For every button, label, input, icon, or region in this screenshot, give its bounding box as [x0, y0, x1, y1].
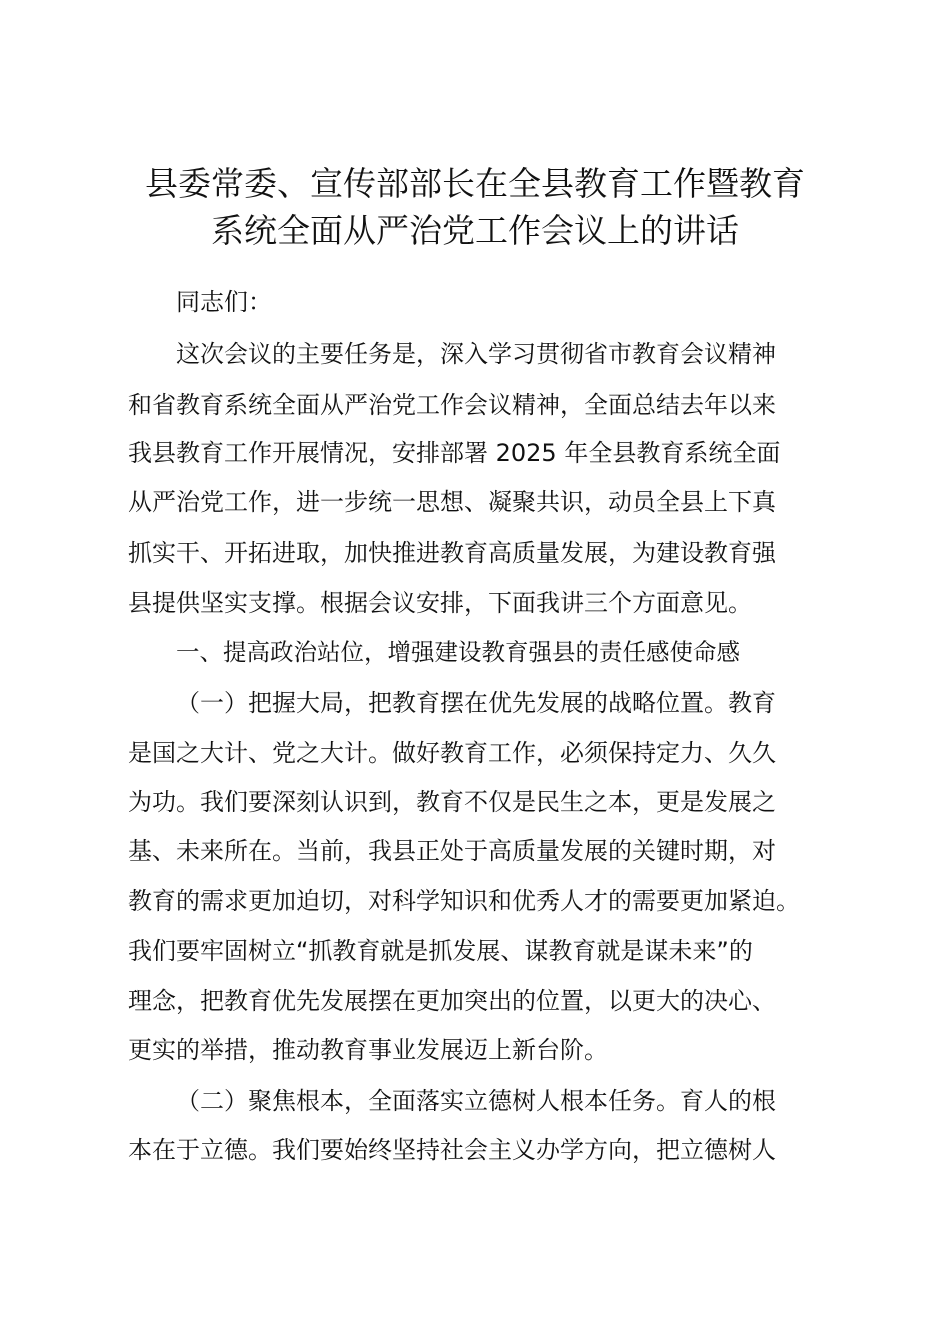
paragraph-3-line: 本在于立德。我们要始终坚持社会主义办学方向，把立德树人 — [128, 1136, 776, 1164]
paragraph-1-line: 县提供坚实支撑。根据会议安排，下面我讲三个方面意见。 — [128, 589, 752, 617]
paragraph-1-line: 和省教育系统全面从严治党工作会议精神，全面总结去年以来 — [128, 391, 776, 419]
paragraph-2-line: 为功。我们要深刻认识到，教育不仅是民生之本，更是发展之 — [128, 788, 776, 816]
paragraph-3-line: （二）聚焦根本，全面落实立德树人根本任务。育人的根 — [176, 1087, 776, 1115]
paragraph-2-line: 理念，把教育优先发展摆在更加突出的位置，以更大的决心、 — [128, 987, 776, 1015]
paragraph-1-line: 这次会议的主要任务是，深入学习贯彻省市教育会议精神 — [176, 340, 776, 368]
document-title-line-2: 系统全面从严治党工作会议上的讲话 — [211, 211, 739, 250]
paragraph-1-line: 我县教育工作开展情况，安排部署 2025 年全县教育系统全面 — [128, 439, 781, 467]
paragraph-2-line: 是国之大计、党之大计。做好教育工作，必须保持定力、久久 — [128, 739, 776, 767]
paragraph-1-line: 从严治党工作，进一步统一思想、凝聚共识，动员全县上下真 — [128, 488, 776, 516]
paragraph-2-line: 基、未来所在。当前，我县正处于高质量发展的关键时期，对 — [128, 837, 776, 865]
section-1-heading: 一、提高政治站位，增强建设教育强县的责任感使命感 — [176, 638, 740, 666]
paragraph-2-line: 教育的需求更加迫切，对科学知识和优秀人才的需要更加紧迫。 — [128, 887, 800, 915]
document-title-line-1: 县委常委、宣传部部长在全县教育工作暨教育 — [145, 164, 805, 203]
paragraph-2-line: （一）把握大局，把教育摆在优先发展的战略位置。教育 — [176, 689, 776, 717]
greeting: 同志们： — [176, 288, 272, 316]
paragraph-2-line: 更实的举措，推动教育事业发展迈上新台阶。 — [128, 1036, 608, 1064]
paragraph-1-line: 抓实干、开拓进取，加快推进教育高质量发展，为建设教育强 — [128, 539, 776, 567]
paragraph-2-line: 我们要牢固树立“抓教育就是抓发展、谋教育就是谋未来”的 — [128, 937, 753, 965]
